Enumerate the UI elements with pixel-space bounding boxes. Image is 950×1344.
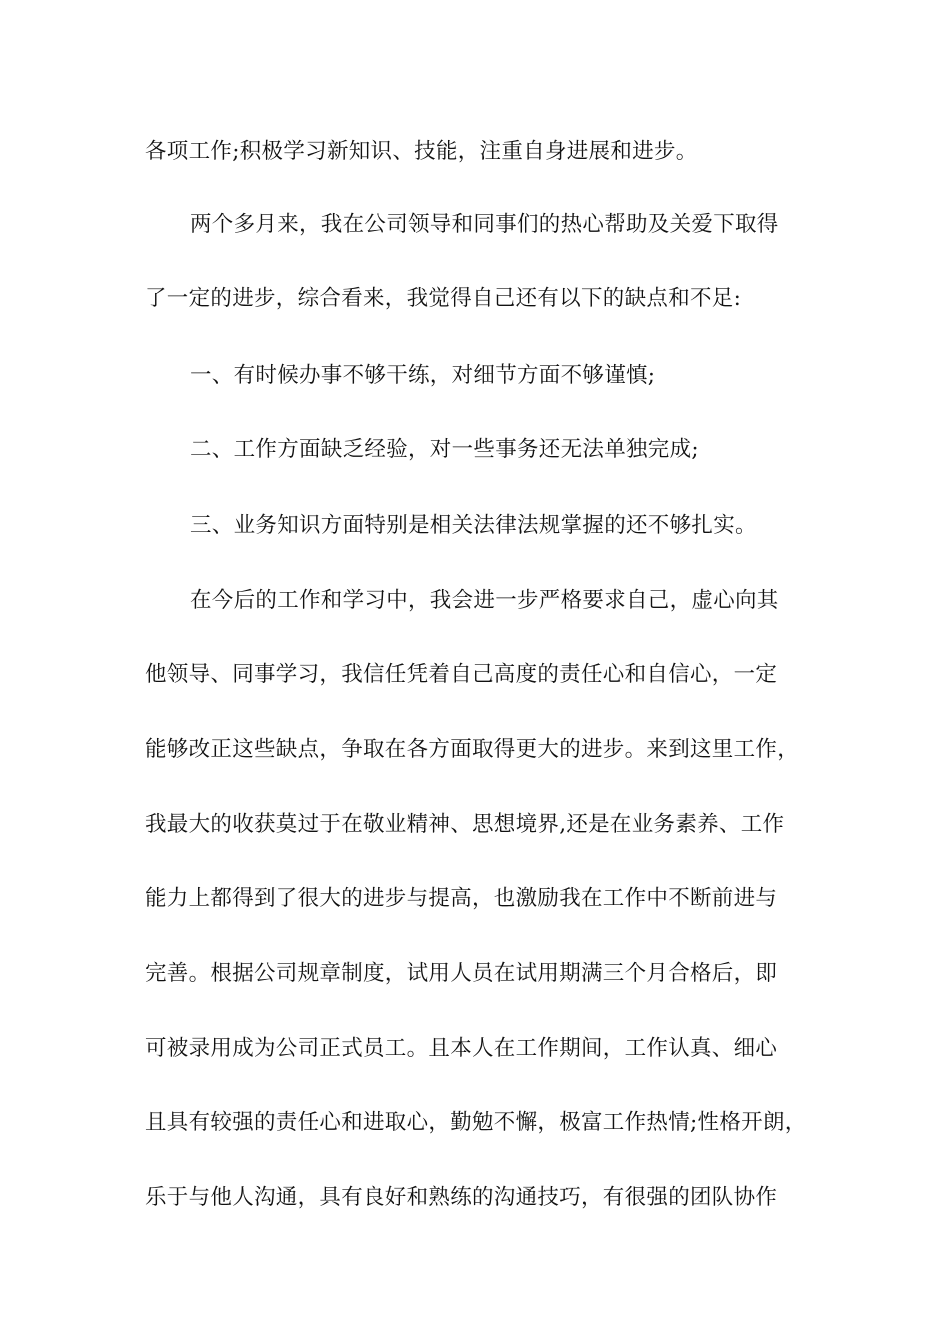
text-line: 各项工作;积极学习新知识、技能，注重自身进展和进步。 [145, 139, 698, 164]
text-line: 乐于与他人沟通，具有良好和熟练的沟通技巧，有很强的团队协作 [145, 1185, 778, 1210]
text-line: 可被录用成为公司正式员工。且本人在工作期间，工作认真、细心 [145, 1036, 778, 1061]
text-line: 我最大的收获莫过于在敬业精神、思想境界,还是在业务素养、工作 [145, 812, 785, 837]
text-line: 他领导、同事学习，我信任凭着自己高度的责任心和自信心，一定 [145, 662, 778, 687]
text-line: 能力上都得到了很大的进步与提高，也激励我在工作中不断前进与 [145, 886, 778, 911]
text-line: 完善。根据公司规章制度，试用人员在试用期满三个月合格后，即 [145, 961, 778, 986]
text-line: 在今后的工作和学习中，我会进一步严格要求自己，虚心向其 [190, 588, 779, 613]
text-line: 两个多月来，我在公司领导和同事们的热心帮助及关爱下取得 [190, 212, 779, 237]
text-line: 了一定的进步，综合看来，我觉得自己还有以下的缺点和不足: [145, 286, 742, 311]
text-line: 且具有较强的责任心和进取心，勤勉不懈，极富工作热情;性格开朗， [145, 1110, 807, 1135]
text-line: 一、有时候办事不够干练，对细节方面不够谨慎; [190, 363, 656, 388]
text-line: 三、业务知识方面特别是相关法律法规掌握的还不够扎实。 [190, 513, 757, 538]
text-line: 二、工作方面缺乏经验，对一些事务还无法单独完成; [190, 437, 699, 462]
text-line: 能够改正这些缺点，争取在各方面取得更大的进步。来到这里工作， [145, 737, 800, 762]
